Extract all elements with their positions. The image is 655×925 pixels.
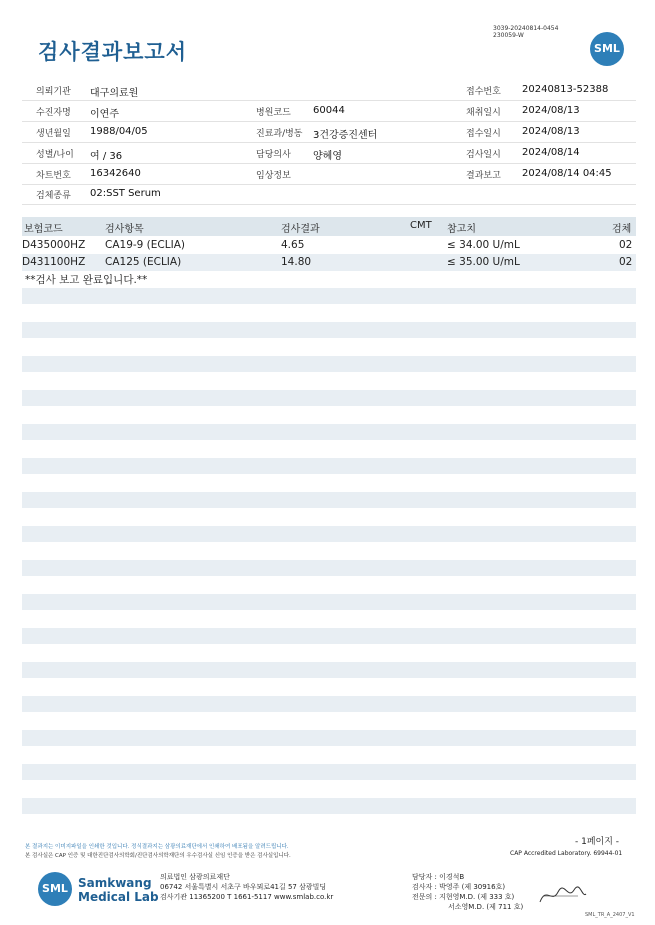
empty-row-stripe (22, 798, 636, 814)
col-item: 검사항목 (105, 224, 144, 235)
empty-row-stripe (22, 730, 636, 746)
staff-list: 담당자 : 이경석B 검사자 : 박영주 (제 30916호) 전문의 : 지현영M.D. (제 333 호) 서소영M.D. (제 711 호) (412, 873, 524, 911)
notice-image-copy: 본 결과지는 이미지파일을 인쇄한 것입니다. 정식결과지는 삼광의료재단에서 인쇄하여 배포됨을 알려드립니다. (25, 844, 289, 850)
brand-name: Samkwang Medical Lab (78, 876, 159, 904)
signature-icon (538, 882, 588, 908)
empty-row-stripe (22, 628, 636, 644)
report-title: 검사결과보고서 (38, 40, 188, 64)
empty-row-stripe (22, 458, 636, 474)
info-row: 차트번호 16342640 임상정보 결과보고 2024/08/14 04:45 (22, 164, 636, 185)
form-id: SML_TR_A_2407_V1 (585, 912, 635, 918)
info-row: 수진자명 이연주 병원코드 60044 채취일시 2024/08/13 (22, 101, 636, 122)
info-row: 의뢰기관 대구의료원 접수번호 20240813-52388 (22, 80, 636, 101)
col-result: 검사결과 (281, 224, 320, 235)
empty-row-stripe (22, 492, 636, 508)
sml-footer-logo: SML (38, 872, 72, 906)
page-number: - 1페이지 - (575, 837, 620, 847)
empty-row-stripe (22, 594, 636, 610)
empty-row-stripe (22, 322, 636, 338)
cap-accreditation: CAP Accredited Laboratory. 69944-01 (510, 850, 623, 857)
notice-accreditation: 본 검사실은 CAP 인증 및 대한진단검사의학회/진단검사의학재단의 우수검사실 신임 인증을 받은 검사실입니다. (25, 853, 291, 859)
table-row: D435000HZ CA19-9 (ECLIA) 4.65 ≤ 34.00 U/mL 02 (22, 239, 633, 251)
report-note: **검사 보고 완료입니다.** (25, 274, 148, 286)
document-code: 3039-20240814-0454 230059-W (493, 25, 559, 39)
empty-row-stripe (22, 424, 636, 440)
empty-row-stripe (22, 288, 636, 304)
empty-row-stripe (22, 356, 636, 372)
table-row: D431100HZ CA125 (ECLIA) 14.80 ≤ 35.00 U/mL 02 (22, 254, 636, 271)
col-code: 보험코드 (24, 224, 63, 235)
info-row: 검체종류 02:SST Serum (22, 184, 636, 205)
col-ref: 참고치 (447, 224, 476, 235)
sml-logo: SML (590, 32, 624, 66)
empty-row-stripe (22, 526, 636, 542)
empty-row-stripe (22, 390, 636, 406)
empty-row-stripe (22, 662, 636, 678)
lab-address: 의료법인 삼광의료재단 06742 서울특별시 서초구 바우뫼로41길 57 삼광빌딩 검사기관 11365200 T 1661-5117 www.smlab.co.kr (160, 873, 334, 901)
empty-row-stripe (22, 560, 636, 576)
empty-row-stripe (22, 696, 636, 712)
info-row: 성별/나이 여 / 36 담당의사 양혜영 검사일시 2024/08/14 (22, 143, 636, 164)
empty-row-stripe (22, 764, 636, 780)
col-specimen: 검체 (612, 224, 632, 235)
col-cmt: CMT (410, 220, 432, 231)
results-header (22, 217, 636, 236)
info-row: 생년월일 1988/04/05 진료과/병동 3건강증진센터 접수일시 2024/08/13 (22, 122, 636, 143)
